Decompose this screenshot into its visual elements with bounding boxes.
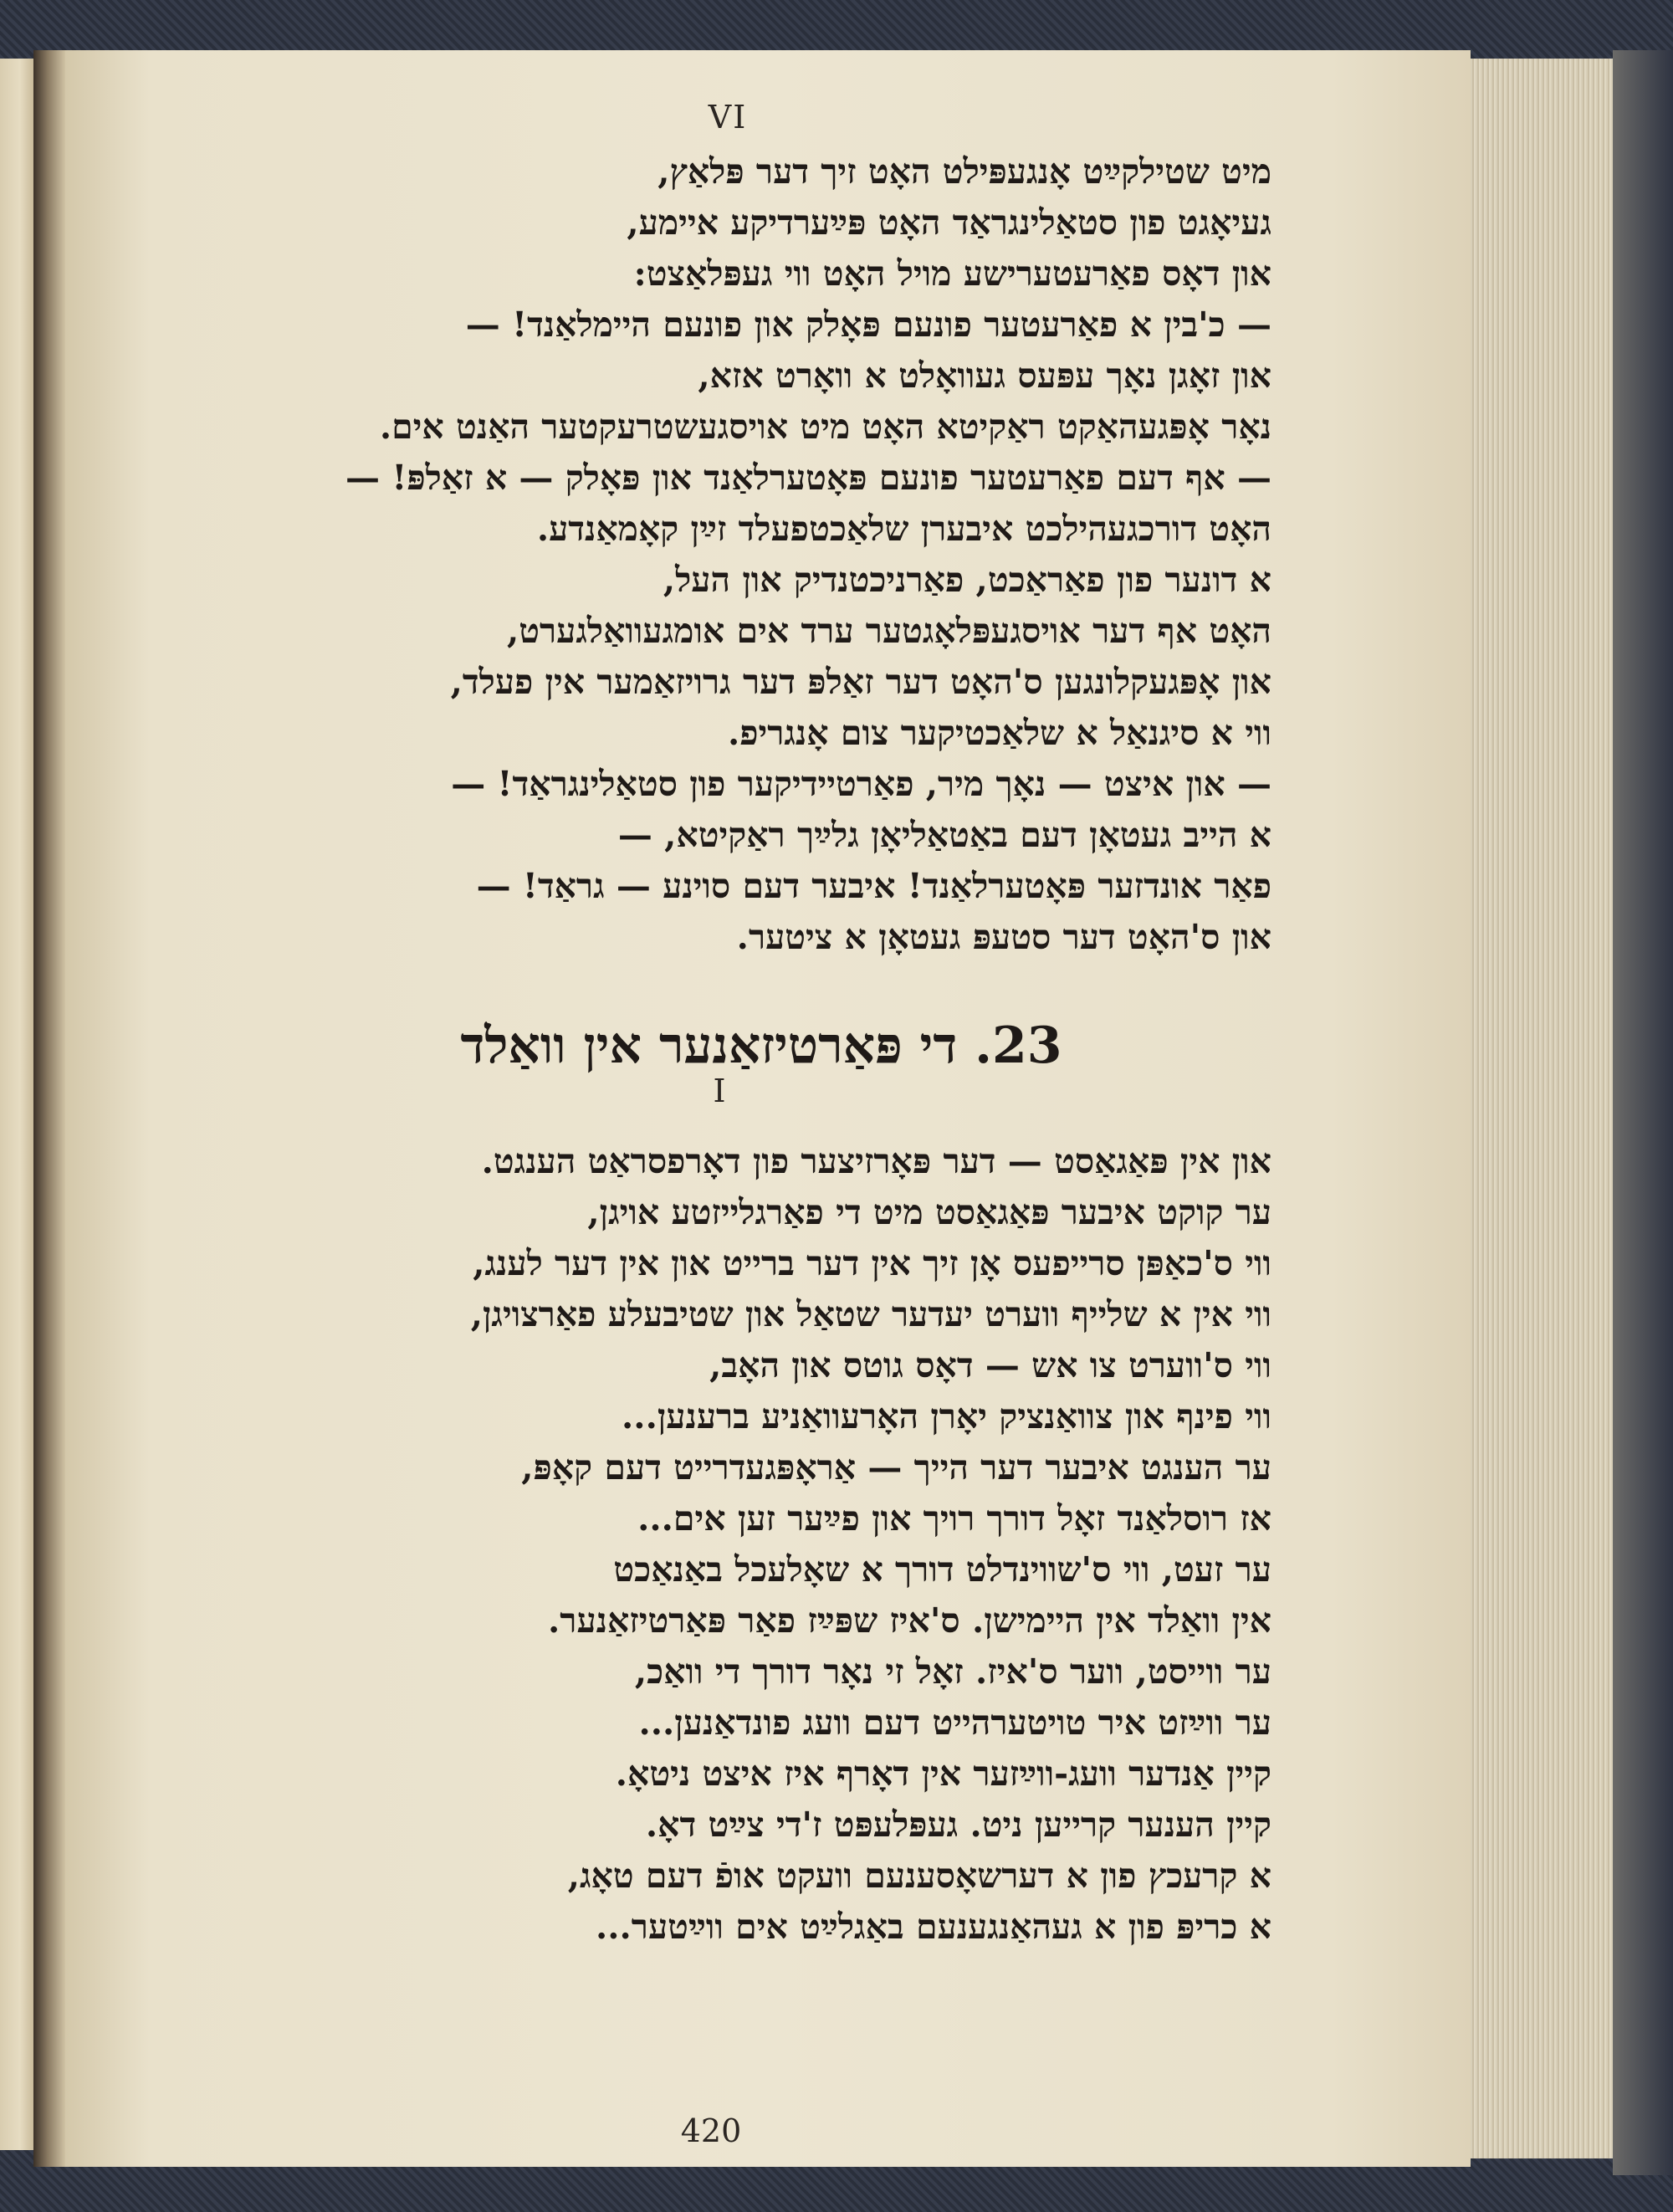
poem-line: מיט שטילקײַט אָנגעפּילט האָט זיך דער פּלאַץ, <box>657 151 1271 192</box>
poem-line: — כ'בין א פאַרעטער פונעם פּאָלק און פונעם היימלאַנד! — <box>465 305 1271 345</box>
poem-line: און ס'האָט דער סטעפּ געטאָן א ציטער. <box>736 917 1271 957</box>
poem-line: פאַר אונדזער פּאָטערלאַנד! איבער דעם סוינע — גראַד! — <box>476 866 1271 906</box>
poem-stanza-top <box>251 146 1271 963</box>
poem-line: ער ווײַזט איר טויטערהייט דעם וועג פונדאַנען... <box>638 1703 1271 1743</box>
poem-line: ווי אין א שלייף ווערט יעדער שטאַל און שטיבעלע פאַרצויגן, <box>470 1294 1271 1334</box>
poem-line: געיאָגט פון סטאַלינגראַד האָט פּײַערדיקע איימע, <box>627 202 1271 243</box>
page-number: 420 <box>680 2112 742 2149</box>
poem-line: — און איצט — נאָך מיר, פאַרטיידיקער פון סטאַלינגראַד! — <box>451 764 1271 804</box>
poem-line: ווי ס'כאַפּן סרייפעס אָן זיך אין דער ברייט און אין דער לענג, <box>473 1243 1271 1283</box>
poem-line: ער ווייסט, ווער ס'איז. זאָל זי נאָר דורך די וואַכ, <box>634 1651 1271 1692</box>
poem-line: ווי ס'ווערט צו אש — דאָס גוטס און האָב, <box>709 1345 1271 1385</box>
poem-line: און אָפּגעקלונגען ס'האָט דער זאַלפּ דער גרויזאַמער אין פעלד, <box>450 662 1271 702</box>
poem-stanza-bottom <box>251 1136 1271 1953</box>
poem-line: ער זעט, ווי ס'שווינדלט דורך א שאָלעכל באַנאַכט <box>613 1549 1271 1590</box>
poem-line: קיין הענער קרייען ניט. געפּלעפּט ז'די צײַט דאָ. <box>645 1805 1271 1845</box>
poem-line: אין וואַלד אין היימישן. ס'איז שפּײַז פאַר פּאַרטיזאַנער. <box>548 1600 1271 1641</box>
poem-line: אז רוסלאַנד זאָל דורך רויך און פײַער זען אים... <box>637 1498 1271 1539</box>
section-heading: 23. די פּאַרטיזאַנער אין וואַלד <box>460 1016 1062 1075</box>
poem-line: ער הענגט איבער דער הייך — אַראָפּגעדרייט דעם קאָפּ, <box>521 1447 1271 1487</box>
poem-line: קיין אַנדער וועג-ווײַזער אין דאָרף איז איצט ניטאָ. <box>615 1754 1271 1794</box>
running-head: VI <box>708 99 748 136</box>
page-edges <box>1471 59 1613 2158</box>
poem-line: — אף דעם פאַרעטער פונעם פּאָטערלאַנד און פּאָלק — א זאַלפּ! — <box>345 458 1271 498</box>
book-gutter <box>33 50 65 2167</box>
poem-line: און דאָס פאַרעטערישע מויל האָט ווי געפּלאַצט: <box>633 253 1271 294</box>
poem-line: נאָר אָפּגעהאַקט ראַקיטא האָט מיט אויסגעשטרעקטער האַנט אים. <box>379 407 1271 447</box>
poem-line: א כריפּ פון א געהאַנגענעם באַגלײַט אים ווײַטער... <box>595 1907 1271 1947</box>
poem-line: און זאָגן נאָך עפּעס געוואָלט א וואָרט אזא, <box>698 356 1271 396</box>
poem-line: ווי א סיגנאַל א שלאַכטיקער צום אָנגריפ. <box>727 713 1271 753</box>
poem-line: ווי פינף און צוואַנציק יאָרן האָרעוואַניע ברענען... <box>622 1396 1271 1436</box>
poem-line: ער קוקט איבער פּאַגאַסט מיט די פאַרגלייזטע אויגן, <box>587 1192 1271 1232</box>
poem-line: א דונער פון פאַראַכט, פאַרניכטנדיק און העל, <box>663 560 1271 600</box>
left-page-edge <box>0 59 33 2150</box>
poem-line: האָט דורכגעהילכט איבערן שלאַכטפעלד זײַן קאָמאַנדע. <box>536 509 1271 549</box>
poem-line: און אין פּאַגאַסט — דער פּאָרזיצער פון דאָרפסראַט הענגט. <box>481 1141 1271 1181</box>
poem-line: האָט אף דער אויסגעפּלאָגטער ערד אים אומגעוואַלגערט, <box>507 611 1271 651</box>
poem-line: א הייב געטאָן דעם באַטאַליאָן גלײַך ראַקיטא, — <box>617 815 1271 855</box>
cover-edge <box>1613 50 1673 2175</box>
poem-line: א קרעכץ פון א דערשאָסענעם וועקט אופֿ דעם טאָג, <box>567 1856 1271 1896</box>
section-number: I <box>713 1073 726 1109</box>
